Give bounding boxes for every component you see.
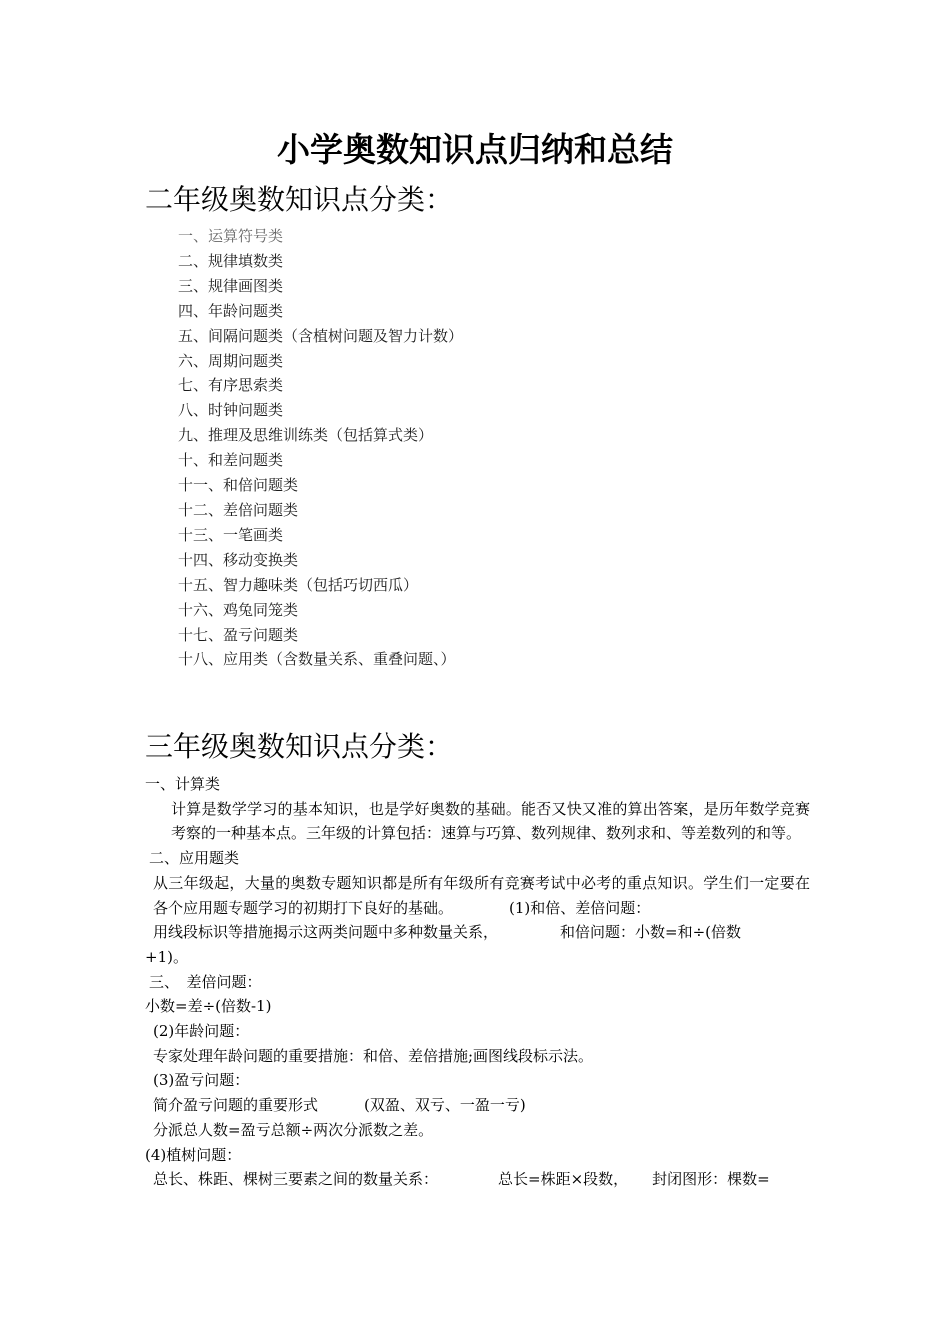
list-item: 十七、盈亏问题类 xyxy=(178,625,299,644)
paragraph-text: 简介盈亏问题的重要形式 xyxy=(153,1096,319,1115)
formula: 总长=株距×段数， xyxy=(498,1170,629,1189)
list-item: 六、周期问题类 xyxy=(178,351,284,370)
subsection-title: (2)年龄问题： xyxy=(153,1022,250,1041)
section-title: 三、 差倍问题： xyxy=(149,972,262,991)
list-item: 九、推理及思维训练类（包括算式类） xyxy=(178,426,434,445)
formula: 和倍问题：小数=和÷(倍数 xyxy=(560,923,742,942)
list-item: 十六、鸡兔同笼类 xyxy=(178,600,299,619)
document-title: 小学奥数知识点归纳和总结 xyxy=(277,130,673,169)
list-item: 十、和差问题类 xyxy=(178,451,284,470)
list-item: 十一、和倍问题类 xyxy=(178,476,299,495)
list-item: 五、间隔问题类（含植树问题及智力计数） xyxy=(178,326,464,345)
paragraph-text: 总长、株距、棵树三要素之间的数量关系： xyxy=(153,1170,439,1189)
list-item: 一、运算符号类 xyxy=(178,227,284,245)
paragraph-text: 从三年级起，大量的奥数专题知识都是所有年级所有竞赛考试中必考的重点知识。学生们一定要在各个应用题专题学习的初期打下良好的基础。 xyxy=(153,873,810,917)
grade2-heading: 二年级奥数知识点分类： xyxy=(145,183,454,216)
grade3-body xyxy=(145,772,810,1192)
list-item: 十二、差倍问题类 xyxy=(178,500,299,519)
paragraph-text: (双盈、双亏、一盈一亏) xyxy=(364,1096,526,1115)
paragraph xyxy=(145,871,810,920)
paragraph xyxy=(145,1167,810,1192)
list-item: 十三、一笔画类 xyxy=(178,525,284,544)
formula: 小数=差÷(倍数-1) xyxy=(145,997,272,1016)
subsection-title: (4)植树问题： xyxy=(145,1145,242,1164)
formula-continuation: +1)。 xyxy=(145,947,188,966)
list-item: 二、规律填数类 xyxy=(178,251,284,270)
grade2-topic-list xyxy=(178,224,463,672)
list-item: 十五、智力趣味类（包括巧切西瓜） xyxy=(178,575,419,594)
subsection-title: (3)盈亏问题： xyxy=(153,1071,250,1090)
paragraph xyxy=(145,920,810,945)
list-item: 十八、应用类（含数量关系、重叠问题、） xyxy=(178,650,456,669)
formula: 分派总人数=盈亏总额÷两次分派数之差。 xyxy=(153,1120,434,1139)
section-title: 二、应用题类 xyxy=(149,849,240,868)
paragraph: 专家处理年龄问题的重要措施：和倍、差倍措施;画图线段标示法。 xyxy=(153,1046,594,1065)
subsection-title: (1)和倍、差倍问题： xyxy=(509,898,651,917)
formula: 封闭图形：棵数= xyxy=(652,1170,770,1189)
list-item: 七、有序思索类 xyxy=(178,376,284,395)
grade3-heading: 三年级奥数知识点分类： xyxy=(145,730,454,763)
section-title: 一、计算类 xyxy=(145,775,221,793)
list-item: 四、年龄问题类 xyxy=(178,301,284,320)
paragraph-text: 用线段标识等措施揭示这两类问题中多种数量关系， xyxy=(153,923,499,942)
list-item: 三、规律画图类 xyxy=(178,276,284,295)
paragraph xyxy=(145,1093,810,1118)
paragraph: 计算是数学学习的基本知识，也是学好奥数的基础。能否又快又准的算出答案，是历年数学竞赛考察的一种基本点。三年级的计算包括：速算与巧算、数列规律、数列求和、等差数列的和等。 xyxy=(171,799,810,843)
list-item: 十四、移动变换类 xyxy=(178,550,299,569)
list-item: 八、时钟问题类 xyxy=(178,401,284,420)
